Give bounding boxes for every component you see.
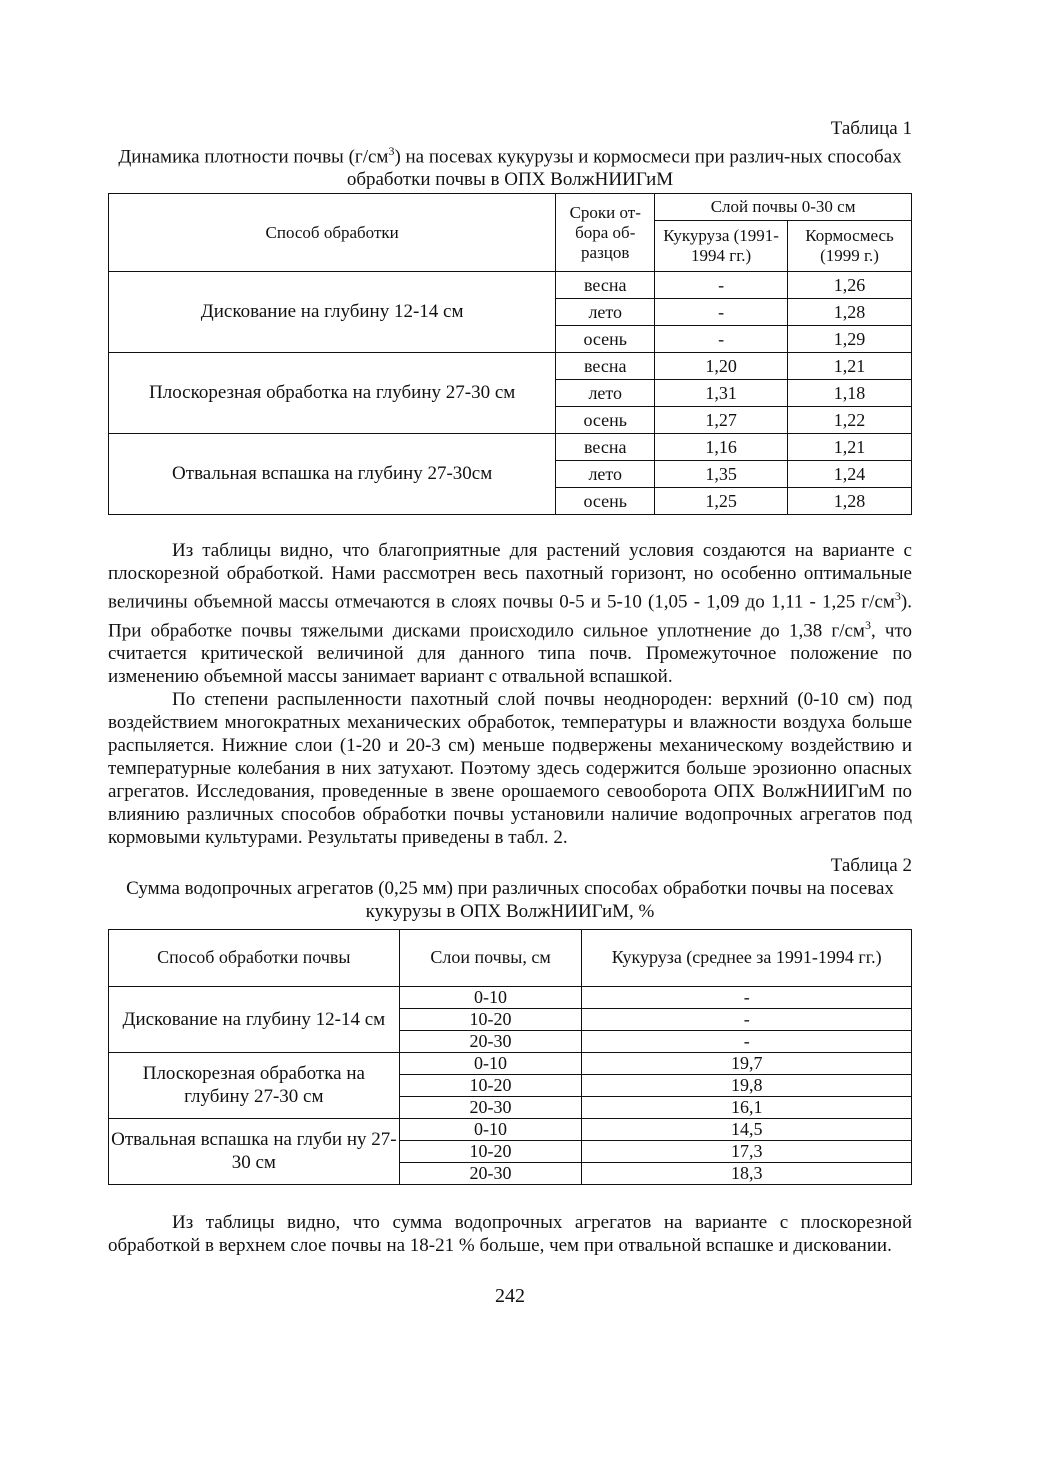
- table2-caption: Сумма водопрочных агрегатов (0,25 мм) при различных способах обработки почвы на посевах кукурузы в ОПХ ВолжНИИГиМ, %: [126, 877, 894, 922]
- corn-cell: 1,25: [655, 488, 788, 515]
- mix-cell: 1,22: [788, 407, 912, 434]
- table2: [108, 929, 912, 1185]
- corn-cell: 1,31: [655, 380, 788, 407]
- document-page: [108, 118, 912, 1308]
- value-cell: -: [582, 1008, 912, 1030]
- mix-cell: 1,21: [788, 353, 912, 380]
- layer-cell: 0-10: [399, 1052, 582, 1074]
- layer-cell: 0-10: [399, 1118, 582, 1140]
- paragraph-2: По степени распыленности пахотный слой почвы неоднороден: верхний (0-10 см) под воздействием многократных механических обработок, температуры и влажности воздуха больше распыляется. Нижние слои (1-20 и 20-3 см) меньше подвержены механическому воздействию и температурные колебания в них затухают. Поэтому здесь содержится больше эрозионно опасных агрегатов. Исследования, проведенные в звене орошаемого севооборота ОПХ ВолжНИИГиМ по влиянию различных способов обработки почвы установили наличие водопрочных агрегатов под кормовыми культурами. Результаты приведены в табл. 2.: [108, 688, 912, 848]
- table2-header-layers: Слои почвы, см: [399, 929, 582, 986]
- value-cell: -: [582, 986, 912, 1008]
- table1-header-mix: Кормосмесь (1999 г.): [788, 221, 912, 272]
- season-cell: весна: [556, 272, 655, 299]
- layer-cell: 10-20: [399, 1008, 582, 1030]
- paragraph-3: Из таблицы видно, что сумма водопрочных агрегатов на варианте с плоскорезной обработкой в верхнем слое почвы на 18-21 % больше, чем при отвальной вспашке и дисковании.: [108, 1211, 912, 1256]
- value-cell: -: [582, 1030, 912, 1052]
- corn-cell: 1,16: [655, 434, 788, 461]
- table-row: [109, 434, 912, 461]
- table1-header-timing: Сроки от-бора об-разцов: [556, 194, 655, 272]
- table-row: [109, 986, 912, 1008]
- season-cell: осень: [556, 326, 655, 353]
- table-row: [109, 1118, 912, 1140]
- corn-cell: 1,20: [655, 353, 788, 380]
- season-cell: лето: [556, 461, 655, 488]
- mix-cell: 1,26: [788, 272, 912, 299]
- value-cell: 19,7: [582, 1052, 912, 1074]
- table-row: [109, 353, 912, 380]
- table2-header-corn: Кукуруза (среднее за 1991-1994 гг.): [582, 929, 912, 986]
- layer-cell: 20-30: [399, 1030, 582, 1052]
- corn-cell: -: [655, 299, 788, 326]
- mix-cell: 1,18: [788, 380, 912, 407]
- season-cell: лето: [556, 299, 655, 326]
- table2-header-method: Способ обработки почвы: [109, 929, 400, 986]
- paragraph-1: Из таблицы видно, что благоприятные для растений условия создаются на варианте с плоскорезной обработкой. Нами рассмотрен весь пахотный горизонт, но особенно оптимальные величины объемной массы отмечаются в слоях почвы 0-5 и 5-10 (1,05 - 1,09 до 1,11 - 1,25 $г/см^3$). При обработке почвы тяжелыми дисками происходило сильное уплотнение до 1,38 $г/см^3$, что считается критической величиной для данного типа почв. Промежуточное положение по изменению объемной массы занимает вариант с отвальной вспашкой.: [108, 540, 912, 687]
- corn-cell: 1,27: [655, 407, 788, 434]
- layer-cell: 10-20: [399, 1074, 582, 1096]
- mix-cell: 1,21: [788, 434, 912, 461]
- layer-cell: 10-20: [399, 1140, 582, 1162]
- value-cell: 16,1: [582, 1096, 912, 1118]
- season-cell: осень: [556, 407, 655, 434]
- table-row: [109, 1052, 912, 1074]
- corn-cell: -: [655, 326, 788, 353]
- table2-method-cell: Плоскорезная обработка на глубину 27-30 см: [109, 1052, 400, 1118]
- layer-cell: 20-30: [399, 1162, 582, 1184]
- table1: [108, 193, 912, 515]
- table1-header-layer: Слой почвы 0-30 см: [655, 194, 912, 221]
- table2-method-cell: Дискование на глубину 12-14 см: [109, 986, 400, 1052]
- table1-caption: Динамика плотности почвы $(г/см^3)$ на посевах кукурузы и кормосмеси при различ-ных способах обработки почвы в ОПХ ВолжНИИГиМ: [118, 144, 902, 191]
- table1-label: Таблица 1: [830, 118, 912, 139]
- table1-method-cell: Дискование на глубину 12-14 см: [109, 272, 556, 353]
- value-cell: 14,5: [582, 1118, 912, 1140]
- season-cell: лето: [556, 380, 655, 407]
- layer-cell: 0-10: [399, 986, 582, 1008]
- value-cell: 18,3: [582, 1162, 912, 1184]
- value-cell: 19,8: [582, 1074, 912, 1096]
- mix-cell: 1,29: [788, 326, 912, 353]
- page-number: 242: [495, 1284, 525, 1307]
- mix-cell: 1,28: [788, 299, 912, 326]
- season-cell: весна: [556, 353, 655, 380]
- table1-method-cell: Плоскорезная обработка на глубину 27-30 см: [109, 353, 556, 434]
- table2-label: Таблица 2: [830, 854, 912, 876]
- table1-method-cell: Отвальная вспашка на глубину 27-30см: [109, 434, 556, 515]
- table1-header-method: Способ обработки: [109, 194, 556, 272]
- corn-cell: -: [655, 272, 788, 299]
- corn-cell: 1,35: [655, 461, 788, 488]
- table-row: [109, 272, 912, 299]
- season-cell: весна: [556, 434, 655, 461]
- value-cell: 17,3: [582, 1140, 912, 1162]
- mix-cell: 1,24: [788, 461, 912, 488]
- layer-cell: 20-30: [399, 1096, 582, 1118]
- table2-method-cell: Отвальная вспашка на глуби ну 27-30 см: [109, 1118, 400, 1184]
- table1-header-corn: Кукуруза (1991-1994 гг.): [655, 221, 788, 272]
- season-cell: осень: [556, 488, 655, 515]
- mix-cell: 1,28: [788, 488, 912, 515]
